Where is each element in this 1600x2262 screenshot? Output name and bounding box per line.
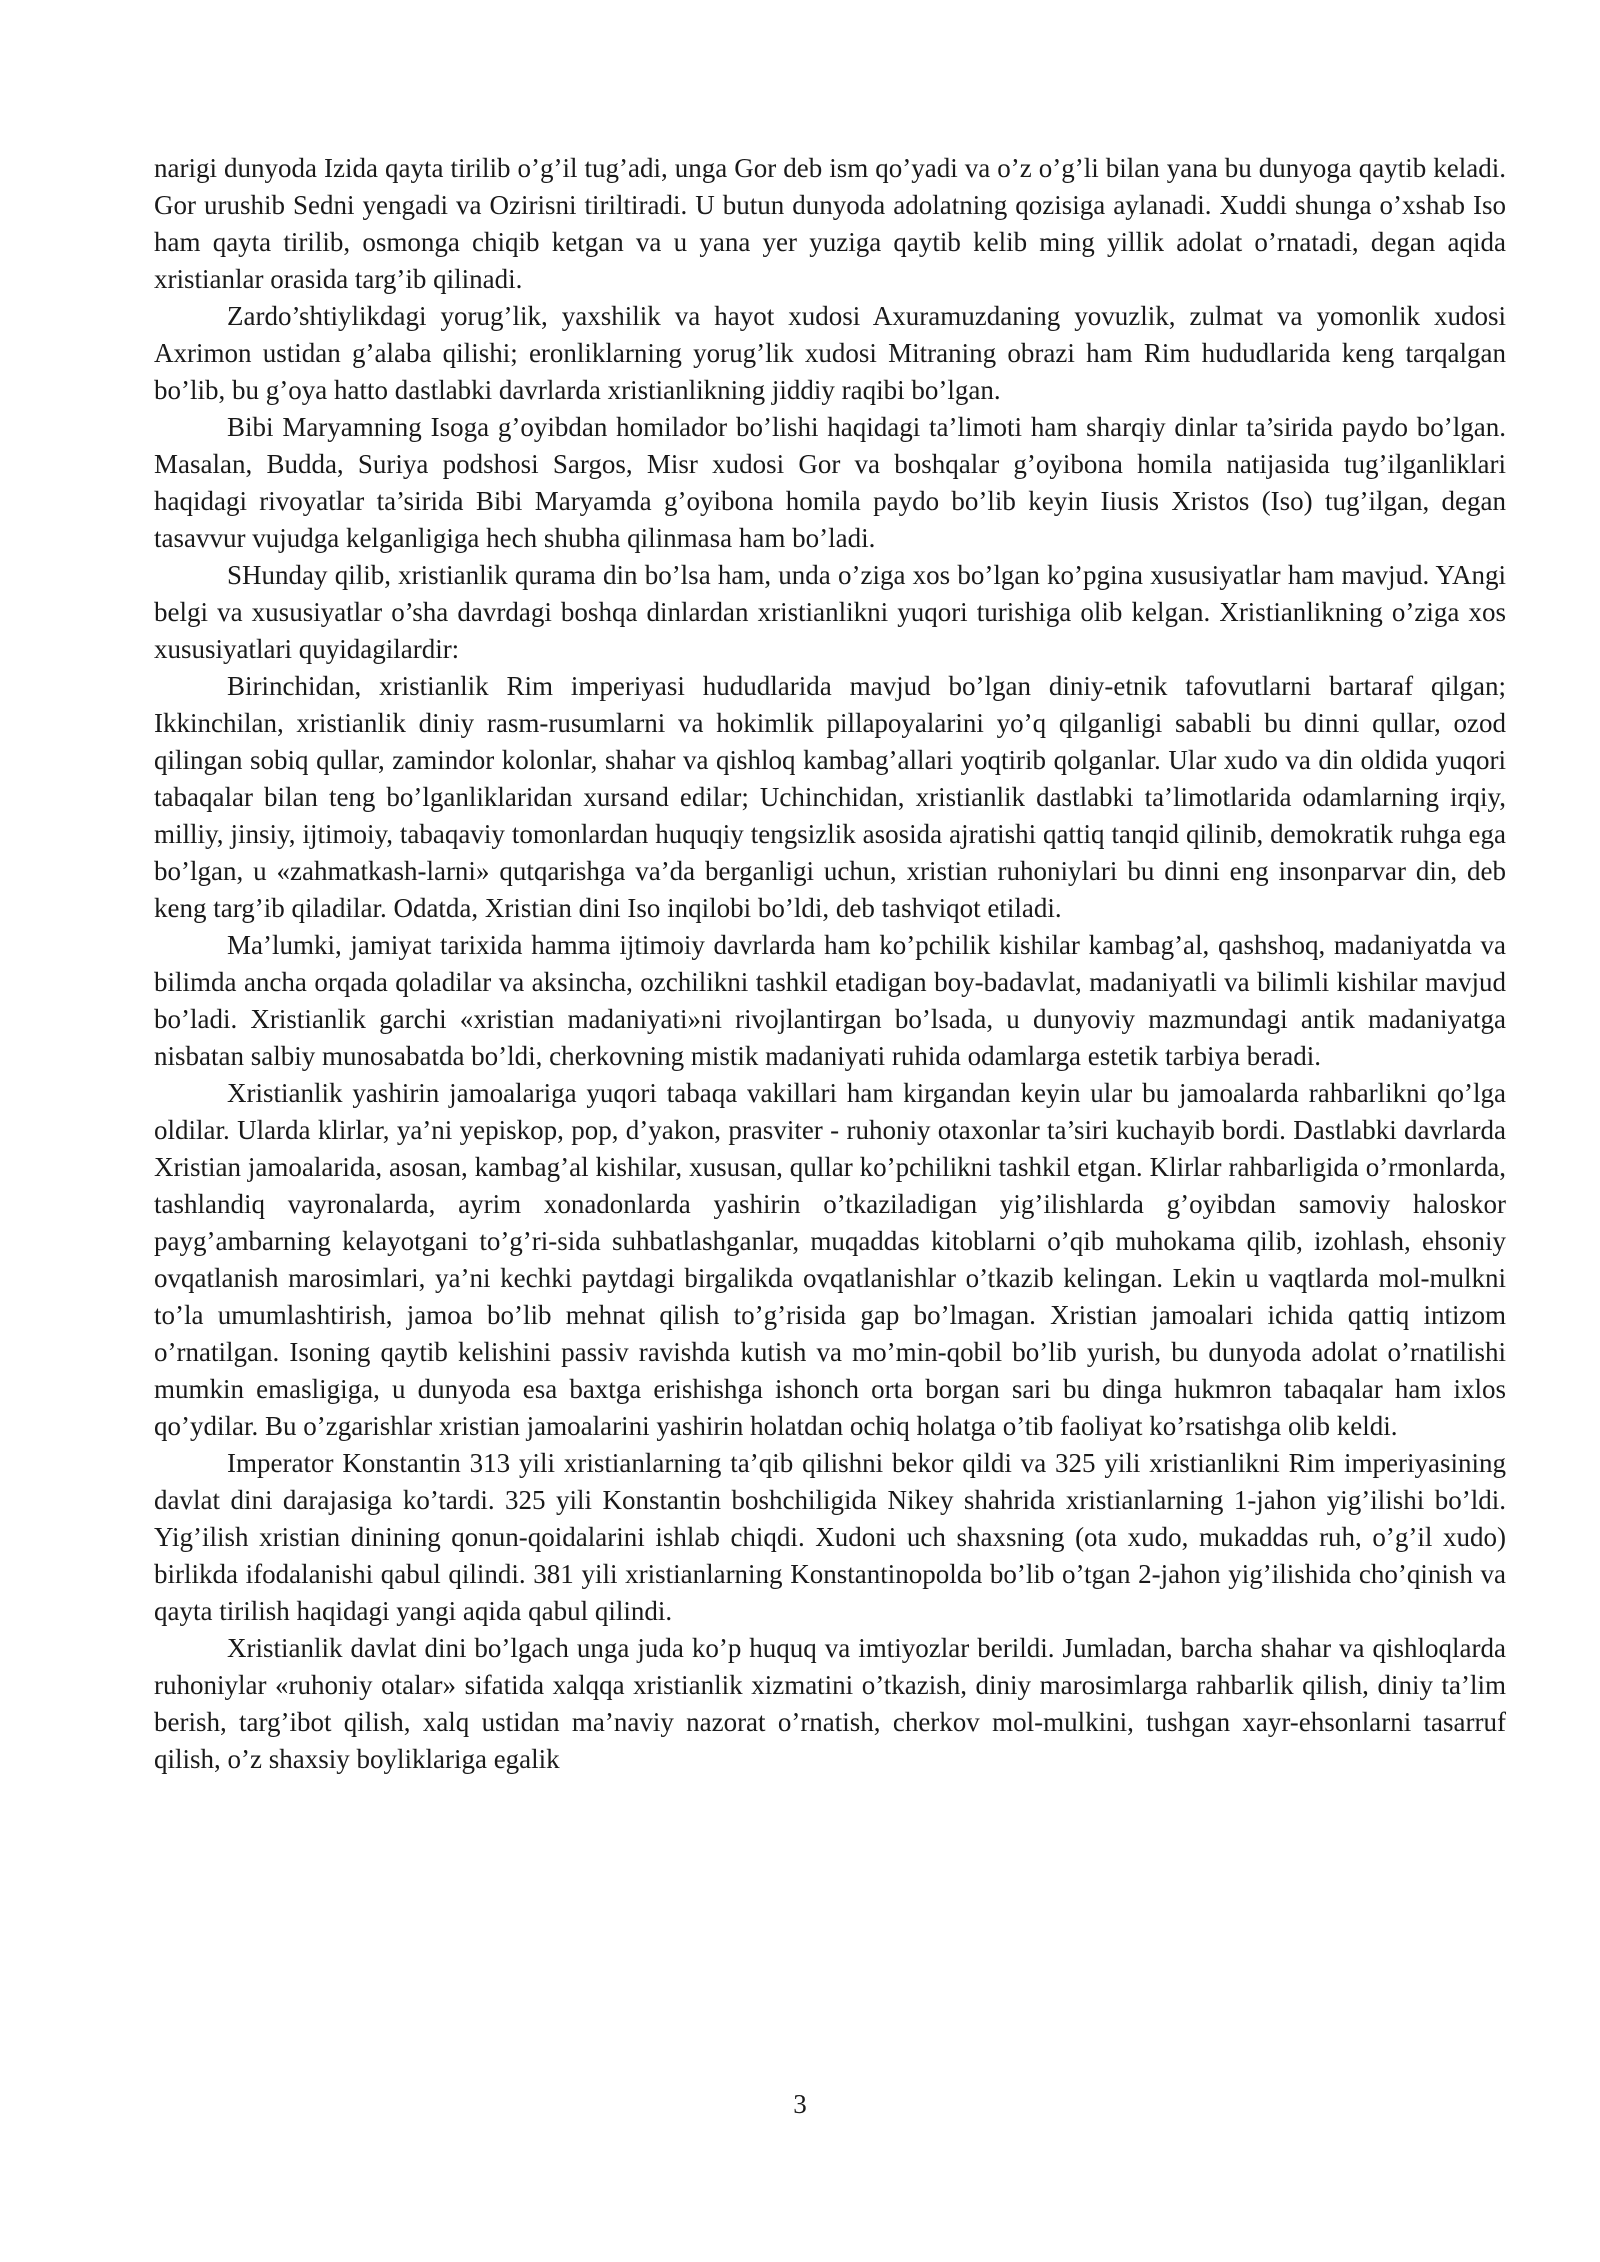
paragraph: SHunday qilib, xristianlik qurama din bo’lsa ham, unda o’ziga xos bo’lgan ko’pgina xususiyatlar ham mavjud. YAngi belgi va xususiyatlar o’sha davrdagi boshqa dinlardan xristianlikni yuqori turishiga olib kelgan. Xristianlikning o’ziga xos xususiyatlari quyidagilardir: xyxy=(154,560,1506,664)
page-number: 3 xyxy=(793,2089,807,2119)
paragraph: narigi dunyoda Izida qayta tirilib o’g’il tug’adi, unga Gor deb ism qo’yadi va o’z o’g’li bilan yana bu dunyoga qaytib keladi. Gor urushib Sedni yengadi va Ozirisni tiriltiradi. U butun dunyoda adolatning qozisiga aylanadi. Xuddi shunga o’xshab Iso ham qayta tirilib, osmonga chiqib ketgan va u yana yer yuziga qaytib kelib ming yillik adolat o’rnatadi, degan aqida xristianlar orasida targ’ib qilinadi. xyxy=(154,153,1506,294)
paragraph: Xristianlik yashirin jamoalariga yuqori tabaqa vakillari ham kirgandan keyin ular bu jamoalarda rahbarlikni qo’lga oldilar. Ularda klirlar, ya’ni yepiskop, pop, d’yakon, prasviter - ruhoniy otaxonlar ta’siri kuchayib bordi. Dastlabki davrlarda Xristian jamoalarida, asosan, kambag’al kishilar, xususan, qullar ko’pchilikni tashkil etgan. Klirlar rahbarligida o’rmonlarda, tashlandiq vayronalarda, ayrim xonadonlarda yashirin o’tkaziladigan yig’ilishlarda g’oyibdan samoviy haloskor payg’ambarning kelayotgani to’g’ri-sida suhbatlashganlar, muqaddas kitoblarni o’qib muhokama qilib, izohlash, ehsoniy ovqatlanish marosimlari, ya’ni kechki paytdagi birgalikda ovqatlanishlar o’tkazib kelingan. Lekin u vaqtlarda mol-mulkni to’la umumlashtirish, jamoa bo’lib mehnat qilish to’g’risida gap bo’lmagan. Xristian jamoalari ichida qattiq intizom o’rnatilgan. Isoning qaytib kelishini passiv ravishda kutish va mo’min-qobil bo’lib yurish, bu dunyoda adolat o’rnatilishi mumkin emasligiga, u dunyoda esa baxtga erishishga ishonch orta borgan sari bu dinga hukmron tabaqalar ham ixlos qo’ydilar. Bu o’zgarishlar xristian jamoalarini yashirin holatdan ochiq holatga o’tib faoliyat ko’rsatishga olib keldi. xyxy=(154,1078,1506,1441)
paragraph: Bibi Maryamning Isoga g’oyibdan homilador bo’lishi haqidagi ta’limoti ham sharqiy dinlar ta’sirida paydo bo’lgan. Masalan, Budda, Suriya podshosi Sargos, Misr xudosi Gor va boshqalar g’oyibona homila natijasida tug’ilganliklari haqidagi rivoyatlar ta’sirida Bibi Maryamda g’oyibona homila paydo bo’lib keyin Iiusis Xristos (Iso) tug’ilgan, degan tasavvur vujudga kelganligiga hech shubha qilinmasa ham bo’ladi. xyxy=(154,412,1506,553)
paragraph: Xristianlik davlat dini bo’lgach unga juda ko’p huquq va imtiyozlar berildi. Jumladan, barcha shahar va qishloqlarda ruhoniylar «ruhoniy otalar» sifatida xalqqa xristianlik xizmatini o’tkazish, diniy marosimlarga rahbarlik qilish, diniy ta’lim berish, targ’ibot qilish, xalq ustidan ma’naviy nazorat o’rnatish, cherkov mol-mulkini, tushgan xayr-ehsonlarni tasarruf qilish, o’z shaxsiy boyliklariga egalik xyxy=(154,1633,1506,1774)
paragraph: Ma’lumki, jamiyat tarixida hamma ijtimoiy davrlarda ham ko’pchilik kishilar kambag’al, qashshoq, madaniyatda va bilimda ancha orqada qoladilar va aksincha, ozchilikni tashkil etadigan boy-badavlat, madaniyatli va bilimli kishilar mavjud bo’ladi. Xristianlik garchi «xristian madaniyati»ni rivojlantirgan bo’lsada, u dunyoviy mazmundagi antik madaniyatga nisbatan salbiy munosabatda bo’ldi, cherkovning mistik madaniyati ruhida odamlarga estetik tarbiya beradi. xyxy=(154,930,1506,1071)
document-body xyxy=(154,150,1506,1778)
paragraph: Birinchidan, xristianlik Rim imperiyasi hududlarida mavjud bo’lgan diniy-etnik tafovutlarni bartaraf qilgan; Ikkinchilan, xristianlik diniy rasm-rusumlarni va hokimlik pillapoyalarini yo’q qilganligi sababli bu dinni qullar, ozod qilingan sobiq qullar, zamindor kolonlar, shahar va qishloq kambag’allari yoqtirib qolganlar. Ular xudo va din oldida yuqori tabaqalar bilan teng bo’lganliklaridan xursand edilar; Uchinchidan, xristianlik dastlabki ta’limotlarida odamlarning irqiy, milliy, jinsiy, ijtimoiy, tabaqaviy tomonlardan huquqiy tengsizlik asosida ajratishi qattiq tanqid qilinib, demokratik ruhga ega bo’lgan, u «zahmatkash-larni» qutqarishga va’da berganligi uchun, xristian ruhoniylari bu dinni eng insonparvar din, deb keng targ’ib qiladilar. Odatda, Xristian dini Iso inqilobi bo’ldi, deb tashviqot etiladi. xyxy=(154,671,1506,923)
paragraph: Imperator Konstantin 313 yili xristianlarning ta’qib qilishni bekor qildi va 325 yili xristianlikni Rim imperiyasining davlat dini darajasiga ko’tardi. 325 yili Konstantin boshchiligida Nikey shahrida xristianlarning 1-jahon yig’ilishi bo’ldi. Yig’ilish xristian dinining qonun-qoidalarini ishlab chiqdi. Xudoni uch shaxsning (ota xudo, mukaddas ruh, o’g’il xudo) birlikda ifodalanishi qabul qilindi. 381 yili xristianlarning Konstantinopolda bo’lib o’tgan 2-jahon yig’ilishida cho’qinish va qayta tirilish haqidagi yangi aqida qabul qilindi. xyxy=(154,1448,1506,1626)
paragraph: Zardo’shtiylikdagi yorug’lik, yaxshilik va hayot xudosi Axuramuzdaning yovuzlik, zulmat va yomonlik xudosi Axrimon ustidan g’alaba qilishi; eronliklarning yorug’lik xudosi Mitraning obrazi ham Rim hududlarida keng tarqalgan bo’lib, bu g’oya hatto dastlabki davrlarda xristianlikning jiddiy raqibi bo’lgan. xyxy=(154,301,1506,405)
